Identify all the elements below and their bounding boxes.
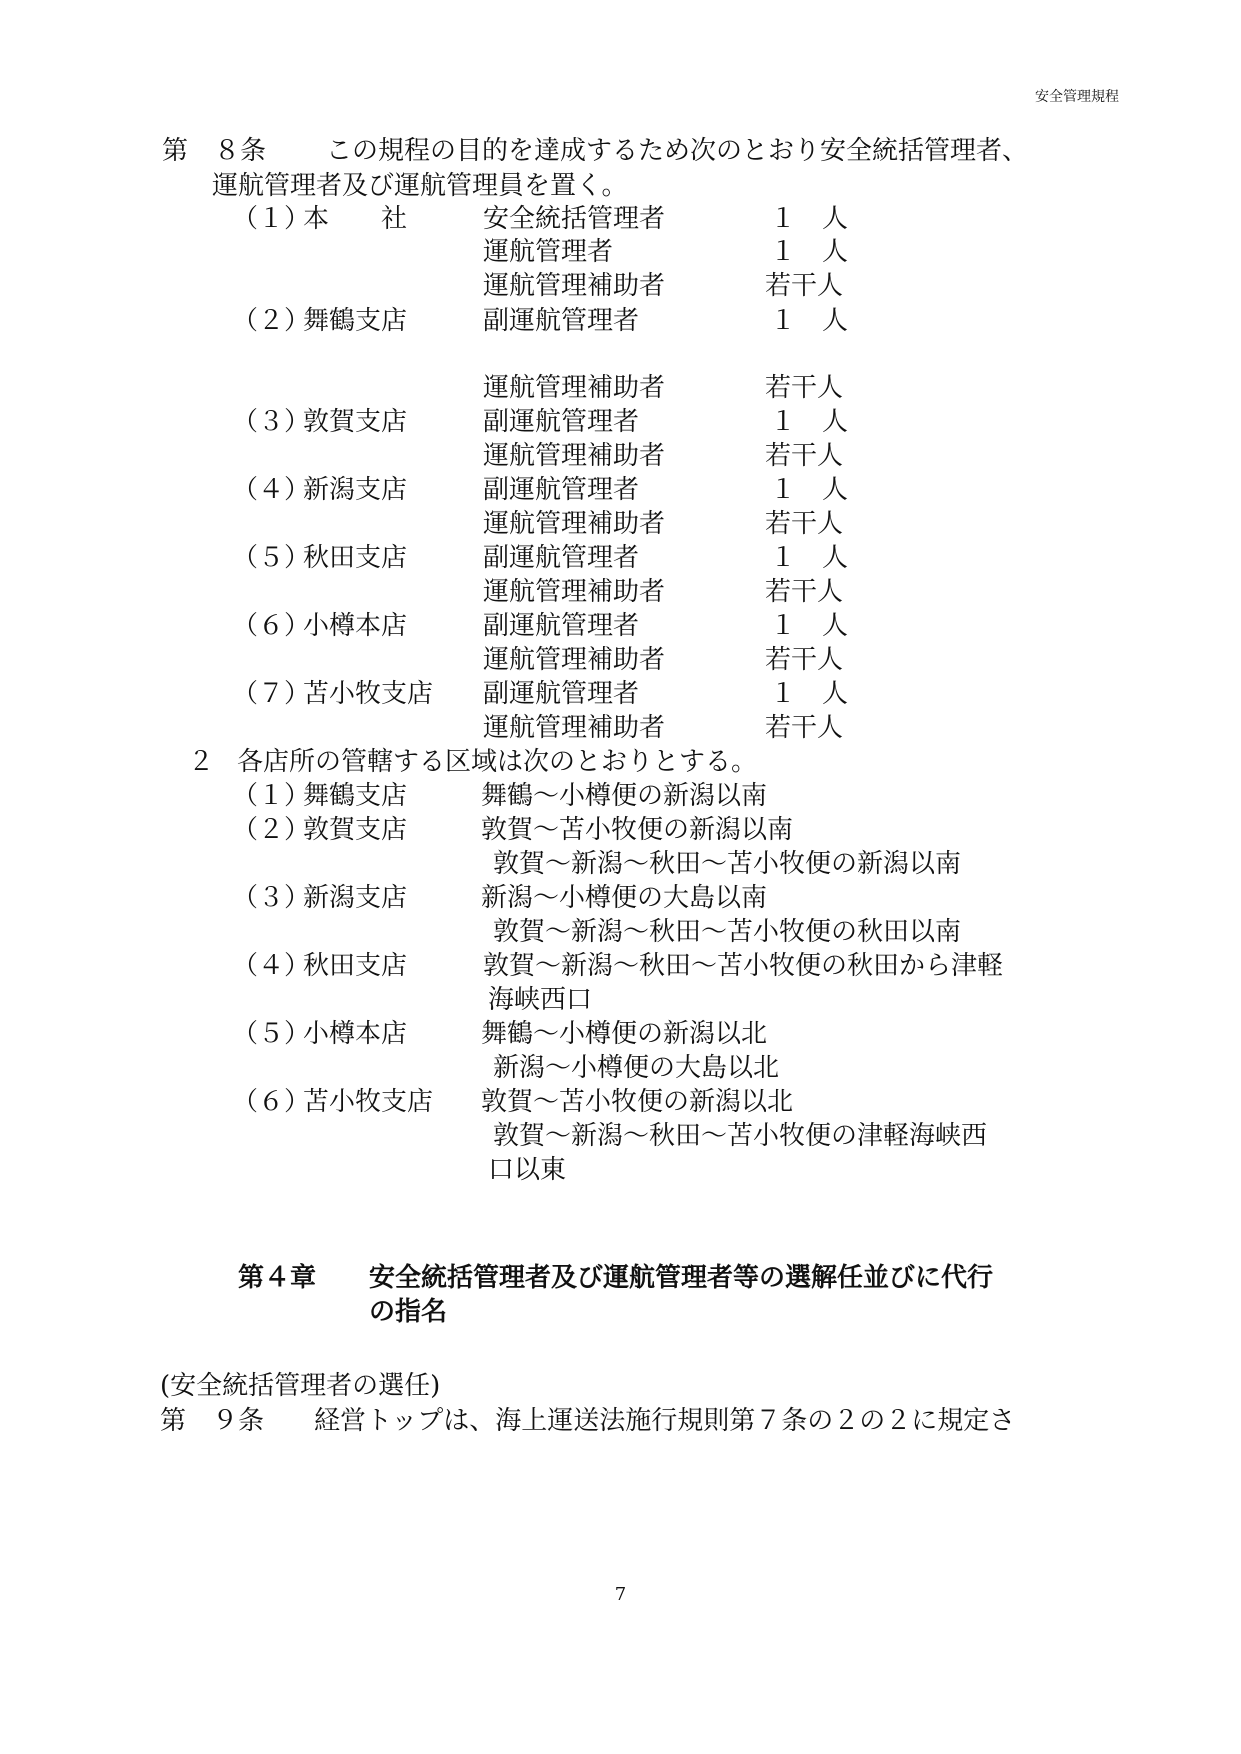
area-office-name: 敦賀支店 — [303, 815, 408, 845]
office-role: 運航管理補助者 — [483, 373, 666, 403]
area-route-line: 舞鶴～小樽便の新潟以南 — [481, 781, 768, 811]
office-name: 舞鶴支店 — [303, 306, 408, 336]
office-role: 運航管理補助者 — [483, 713, 666, 743]
office-role: 副運航管理者 — [483, 306, 640, 336]
office-role: 運航管理補助者 — [483, 441, 666, 471]
office-role: 副運航管理者 — [483, 679, 640, 709]
area-number: （１） — [232, 781, 311, 811]
office-role: 副運航管理者 — [483, 611, 640, 641]
area-route-line: 敦賀～苫小牧便の新潟以南 — [481, 815, 794, 845]
area-number: （４） — [232, 951, 311, 981]
area-route-line: 敦賀～新潟～秋田～苫小牧便の新潟以南 — [493, 849, 962, 879]
office-number: （２） — [232, 306, 311, 336]
office-name: 秋田支店 — [303, 543, 408, 573]
paragraph-2-text: 各店所の管轄する区域は次のとおりとする。 — [237, 747, 758, 777]
area-route-line: 舞鶴～小樽便の新潟以北 — [481, 1019, 768, 1049]
office-role-count: １ 人 — [770, 475, 849, 505]
office-number: （７） — [232, 679, 311, 709]
office-role: 運航管理補助者 — [483, 645, 666, 675]
chapter-title-line-2: の指名 — [369, 1297, 448, 1327]
area-office-name: 舞鶴支店 — [303, 781, 408, 811]
page-number: 7 — [614, 1584, 627, 1605]
office-number: （３） — [232, 407, 311, 437]
article-8-text-line-2: 運航管理者及び運航管理員を置く。 — [212, 171, 628, 201]
office-role-count: 若干人 — [765, 441, 844, 471]
office-role-count: １ 人 — [770, 306, 849, 336]
article-8-number: 第 ８条 — [162, 136, 267, 166]
area-office-name: 秋田支店 — [303, 951, 408, 981]
running-header: 安全管理規程 — [1035, 89, 1119, 105]
office-number: （６） — [232, 611, 311, 641]
article-9-number: 第 ９条 — [160, 1406, 265, 1436]
office-name: 小樽本店 — [303, 611, 408, 641]
office-role-count: １ 人 — [770, 611, 849, 641]
area-number: （５） — [232, 1019, 311, 1049]
office-role-count: １ 人 — [770, 237, 849, 267]
area-route-line: 海峡西口 — [488, 985, 593, 1015]
area-route-line: 口以東 — [488, 1155, 567, 1185]
area-route-line: 新潟～小樽便の大島以南 — [481, 883, 768, 913]
office-role-count: 若干人 — [765, 373, 844, 403]
office-role: 運航管理補助者 — [483, 509, 666, 539]
office-role: 運航管理補助者 — [483, 271, 666, 301]
area-office-name: 新潟支店 — [303, 883, 408, 913]
office-role: 運航管理者 — [483, 237, 614, 267]
office-role-count: １ 人 — [770, 204, 849, 234]
area-number: （６） — [232, 1087, 311, 1117]
office-number: （１） — [232, 204, 311, 234]
office-name: 新潟支店 — [303, 475, 408, 505]
chapter-number: 第４章 — [238, 1263, 317, 1293]
office-number: （５） — [232, 543, 311, 573]
area-route-line: 敦賀～新潟～秋田～苫小牧便の秋田以南 — [493, 917, 962, 947]
office-role: 副運航管理者 — [483, 543, 640, 573]
office-role-count: １ 人 — [770, 543, 849, 573]
office-role-count: １ 人 — [770, 679, 849, 709]
article-9-heading: (安全統括管理者の選任) — [160, 1371, 441, 1401]
area-route-line: 敦賀～苫小牧便の新潟以北 — [481, 1087, 794, 1117]
office-name: 苫小牧支店 — [303, 679, 434, 709]
office-role: 安全統括管理者 — [483, 204, 666, 234]
area-route-line: 新潟～小樽便の大島以北 — [493, 1053, 780, 1083]
article-9-text: 経営トップは、海上運送法施行規則第７条の２の２に規定さ — [314, 1406, 1016, 1436]
office-role-count: 若干人 — [765, 713, 844, 743]
area-number: （３） — [232, 883, 311, 913]
article-8-text-line-1: この規程の目的を達成するため次のとおり安全統括管理者、 — [326, 136, 1029, 166]
office-role-count: 若干人 — [765, 509, 844, 539]
office-number: （４） — [232, 475, 311, 505]
office-role: 副運航管理者 — [483, 475, 640, 505]
office-name: 本 社 — [303, 204, 408, 234]
area-route-line: 敦賀～新潟～秋田～苫小牧便の津軽海峡西 — [493, 1121, 988, 1151]
area-route-line: 敦賀～新潟～秋田～苫小牧便の秋田から津軽 — [483, 951, 1004, 981]
office-role-count: 若干人 — [765, 577, 844, 607]
area-office-name: 苫小牧支店 — [303, 1087, 434, 1117]
chapter-title-line-1: 安全統括管理者及び運航管理者等の選解任並びに代行 — [369, 1263, 994, 1293]
office-role-count: 若干人 — [765, 645, 844, 675]
office-role: 副運航管理者 — [483, 407, 640, 437]
office-role: 運航管理補助者 — [483, 577, 666, 607]
paragraph-2-number: ２ — [188, 747, 215, 777]
office-role-count: １ 人 — [770, 407, 849, 437]
area-office-name: 小樽本店 — [303, 1019, 408, 1049]
area-number: （２） — [232, 815, 311, 845]
office-name: 敦賀支店 — [303, 407, 408, 437]
office-role-count: 若干人 — [765, 271, 844, 301]
